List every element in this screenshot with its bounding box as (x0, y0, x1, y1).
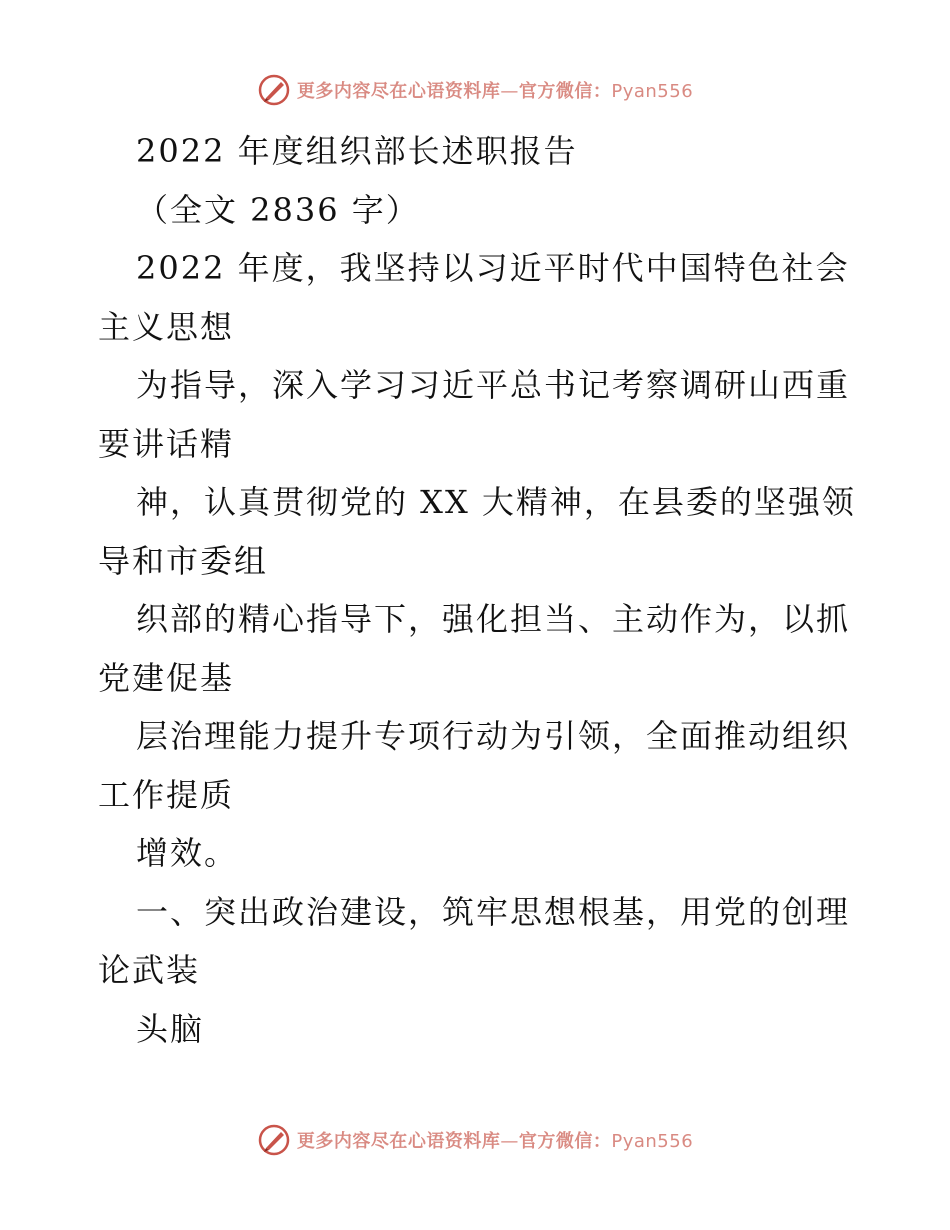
header-watermark (0, 70, 950, 110)
watermark-official: 官方微信： (518, 81, 612, 102)
paragraph-line: 党建促基 (98, 658, 235, 697)
watermark-brand: 更多内容尽在心语资料库 (296, 81, 501, 102)
paragraph-line: 2022 年度，我坚持以习近平时代中国特色社会 (136, 249, 850, 287)
document-body (98, 122, 858, 1058)
paragraph-line: 神，认真贯彻党的 XX 大精神，在县委的坚强领 (136, 483, 856, 521)
section-heading: 论武装 (98, 951, 201, 989)
watermark-text (297, 1127, 693, 1153)
watermark-wechat-id: Pyan556 (611, 81, 694, 102)
watermark-text (297, 77, 693, 103)
footer-watermark (0, 1120, 950, 1160)
paragraph-line: 导和市委组 (98, 541, 269, 580)
watermark-wechat-id: Pyan556 (611, 1131, 694, 1152)
paragraph-line: 为指导，深入学习习近平总书记考察调研山西重 (136, 366, 851, 404)
watermark-dash: — (500, 81, 519, 102)
watermark-dash: — (500, 1131, 519, 1152)
paragraph-line: 增效。 (136, 834, 239, 872)
pen-seal-icon (257, 1123, 291, 1157)
paragraph-line: 主义思想 (98, 307, 235, 346)
watermark-official: 官方微信： (518, 1131, 612, 1152)
word-count: （全文 2836 字） (136, 190, 420, 229)
watermark-brand: 更多内容尽在心语资料库 (296, 1131, 501, 1152)
paragraph-line: 层治理能力提升专项行动为引领，全面推动组织 (136, 717, 851, 755)
paragraph-line: 头脑 (136, 1009, 205, 1048)
pen-seal-icon (257, 73, 291, 107)
document-title: 2022 年度组织部长述职报告 (136, 132, 578, 170)
paragraph-line: 要讲话精 (98, 424, 235, 463)
paragraph-line: 织部的精心指导下，强化担当、主动作为，以抓 (136, 600, 851, 638)
paragraph-line: 工作提质 (98, 775, 235, 814)
section-heading: 一、突出政治建设，筑牢思想根基，用党的创理 (136, 892, 851, 931)
